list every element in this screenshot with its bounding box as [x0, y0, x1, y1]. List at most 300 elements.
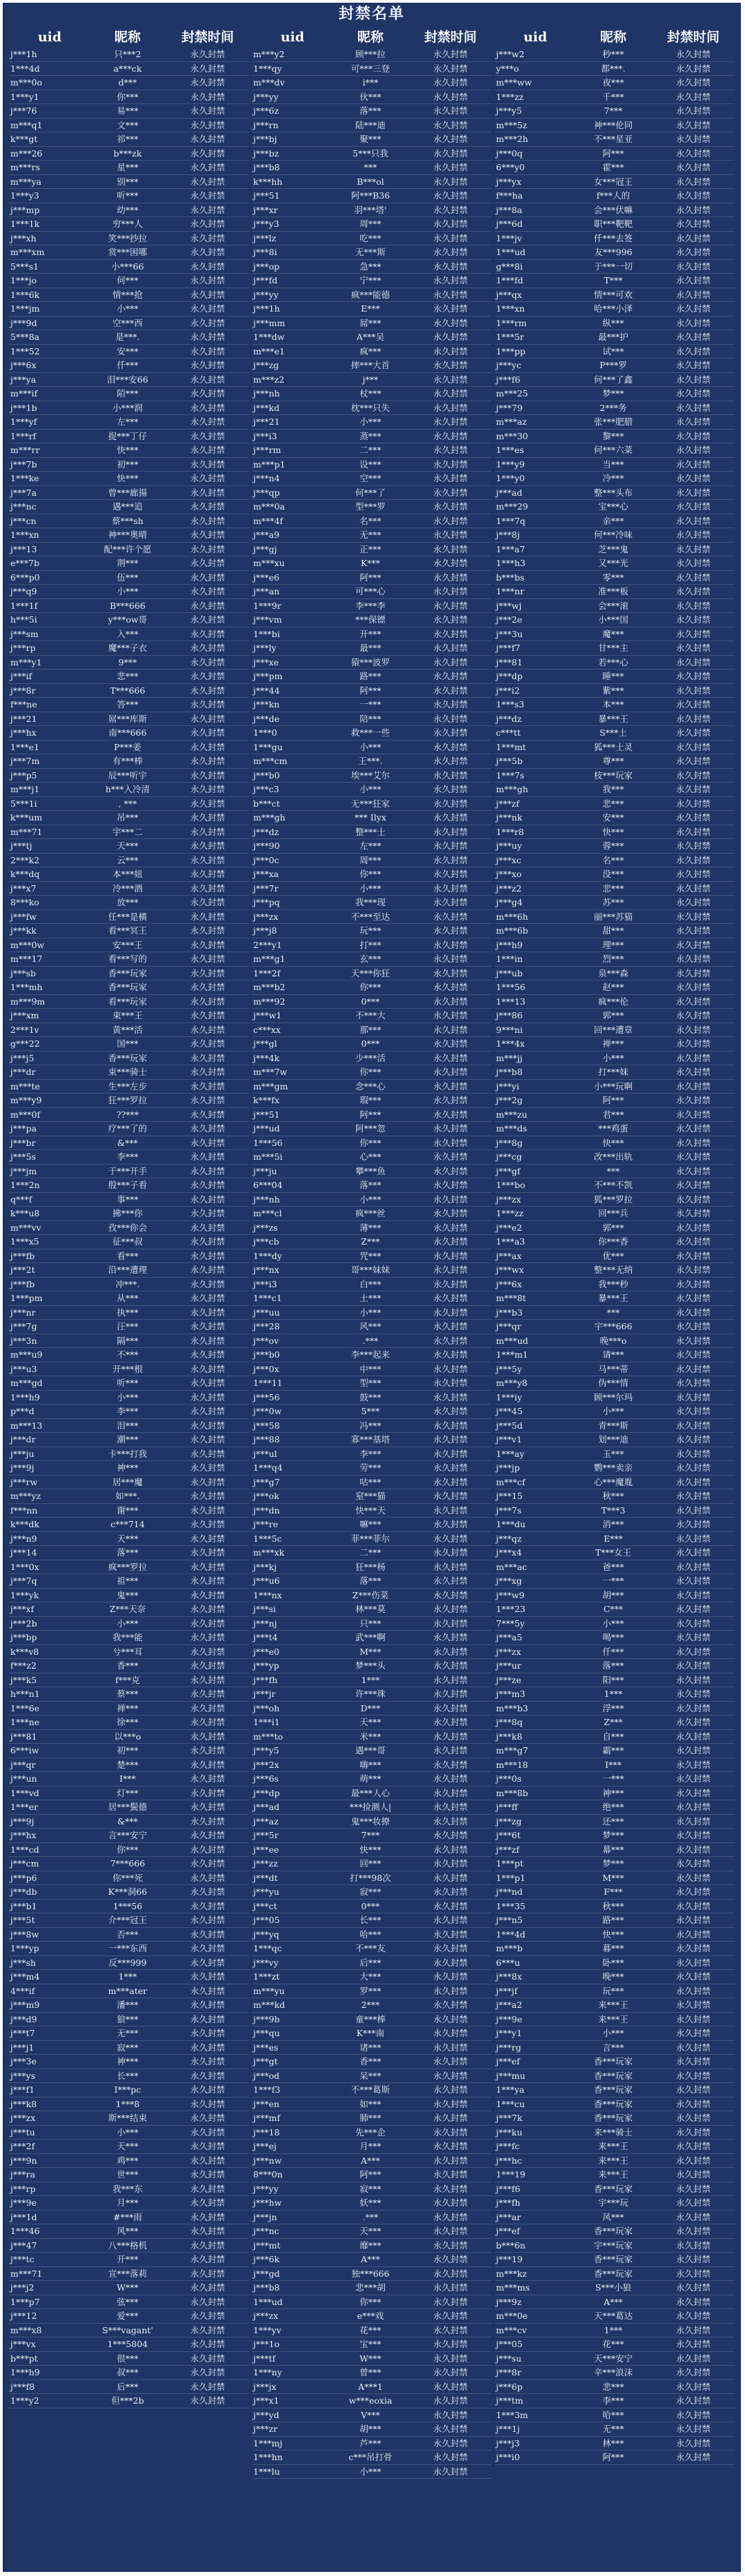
ban-time-cell: 永久封禁 [675, 247, 711, 257]
nickname-cell: 仟***去签 [593, 232, 633, 243]
ban-time-cell: 永久封禁 [675, 2339, 711, 2349]
table-row [9, 401, 249, 416]
ban-time-cell: 永久封禁 [190, 1250, 225, 1261]
table-row [495, 980, 735, 995]
uid-cell: j***rp [10, 643, 36, 653]
table-row [495, 1984, 735, 1999]
ban-time-cell: 永久封禁 [675, 1519, 711, 1529]
nickname-cell: 阿*** [602, 148, 624, 159]
nickname-cell: 阿*** [359, 685, 381, 696]
uid-cell: j***fh [496, 2197, 521, 2208]
ban-time-cell: 永久封禁 [190, 332, 225, 342]
ban-time-cell: 永久封禁 [190, 487, 225, 498]
table-row [495, 1970, 735, 1984]
ban-time-cell: 永久封禁 [433, 741, 468, 752]
nickname-cell: 空*** [359, 473, 381, 483]
table-row [252, 627, 492, 642]
ban-time-cell: 永久封禁 [675, 1858, 711, 1869]
ban-time-cell: 永久封禁 [433, 1915, 468, 1925]
uid-cell: j***b8 [496, 1067, 523, 1077]
table-row [495, 1560, 735, 1575]
ban-time-cell: 永久封禁 [190, 939, 225, 950]
ban-time-cell: 永久封禁 [675, 2367, 711, 2377]
nickname-cell: 我***秒 [598, 1278, 628, 1289]
table-row [252, 1193, 492, 1207]
table-row [252, 1235, 492, 1249]
table-row [9, 938, 249, 953]
nickname-cell: 无***狂家 [350, 798, 390, 809]
nickname-cell: 你*** [359, 1067, 381, 1077]
table-row [9, 2055, 249, 2069]
nickname-cell: 狐***土灵 [593, 741, 633, 752]
table-row [495, 387, 735, 401]
uid-cell: f***z2 [10, 1660, 37, 1671]
table-row [9, 387, 249, 401]
uid-cell: j***de [253, 713, 280, 724]
table-row [252, 2437, 492, 2451]
nickname-cell: 看***玩家 [108, 996, 148, 1007]
nickname-cell: 咒*** [359, 1250, 381, 1261]
table-row [495, 1702, 735, 1716]
uid-cell: j***1b [10, 402, 37, 413]
ban-time-cell: 永久封禁 [433, 2028, 468, 2038]
uid-cell: j***86 [496, 1010, 523, 1020]
uid-cell: j***yp [253, 1660, 279, 1671]
ban-time-cell: 永久封禁 [190, 586, 225, 596]
nickname-cell: K*** [360, 558, 381, 568]
table-row [9, 1589, 249, 1603]
ban-time-cell: 永久封禁 [675, 2452, 711, 2462]
uid-cell: j***nr [10, 1307, 36, 1318]
uid-cell: j***ov [253, 1335, 279, 1346]
ban-time-cell: 永久封禁 [190, 1872, 225, 1883]
ban-time-cell: 永久封禁 [675, 1533, 711, 1544]
ban-time-cell: 永久封禁 [675, 1717, 711, 1727]
uid-cell: e***7b [10, 558, 40, 568]
uid-cell: 1***s3 [496, 699, 525, 710]
nickname-cell: 如*** [359, 2098, 381, 2109]
ban-time-cell: 永久封禁 [675, 2424, 711, 2434]
nickname-cell: A*** [604, 2296, 623, 2307]
table-row [9, 48, 249, 62]
table-row [9, 345, 249, 359]
uid-cell: j***xa [253, 869, 279, 879]
header-ban-time: 封禁时间 [666, 30, 719, 45]
table-row [9, 1871, 249, 1886]
ban-time-cell: 永久封禁 [190, 1180, 225, 1190]
uid-cell: j***2e [496, 614, 522, 625]
ban-time-cell: 永久封禁 [433, 1943, 468, 1953]
nickname-cell: 吃*** [359, 232, 381, 243]
ban-time-cell: 永久封禁 [675, 77, 711, 88]
nickname-cell: 友***996 [594, 247, 633, 257]
nickname-cell: F*** [604, 1886, 623, 1897]
uid-cell: j***ju [253, 1165, 277, 1176]
nickname-cell: 摔***大首 [350, 360, 390, 370]
table-row [9, 2168, 249, 2182]
nickname-cell: 开*** [117, 2254, 139, 2264]
table-row [9, 684, 249, 698]
ban-time-cell: 永久封禁 [433, 2282, 468, 2293]
uid-cell: j***c3 [253, 784, 279, 794]
table-row [9, 1391, 249, 1405]
nickname-cell: 李*** [359, 1448, 381, 1459]
nickname-cell: 独***666 [351, 2268, 390, 2279]
ban-time-cell: 永久封禁 [433, 1674, 468, 1685]
uid-cell: j***az [253, 1815, 279, 1827]
ban-time-cell: 永久封禁 [675, 1745, 711, 1755]
uid-cell: j***zf [496, 798, 519, 809]
uid-cell: j***zr [253, 2424, 278, 2434]
nickname-cell: 任***是横 [108, 911, 148, 922]
table-row [9, 1546, 249, 1560]
nickname-cell: 放*** [117, 897, 139, 907]
nickname-cell: 改***出轨 [593, 1151, 633, 1162]
table-row [9, 1787, 249, 1801]
uid-cell: 1***0 [253, 727, 277, 738]
nickname-cell: 小*** [117, 303, 139, 314]
nickname-cell: j*** [362, 374, 379, 385]
uid-cell: j***tu [10, 2126, 35, 2137]
uid-cell: 6***p0 [10, 572, 40, 583]
uid-cell: j***a2 [496, 2000, 523, 2010]
ban-time-cell: 永久封禁 [433, 1533, 468, 1544]
uid-cell: j***pq [253, 897, 280, 907]
uid-cell: j***58 [253, 1420, 280, 1431]
nickname-cell: 咕*** [359, 1476, 381, 1487]
nickname-cell: 香***玩家 [593, 2056, 633, 2066]
ban-time-cell: 永久封禁 [433, 1844, 468, 1855]
nickname-cell: B***ol [357, 176, 384, 187]
ban-time-cell: 永久封禁 [190, 2169, 225, 2180]
uid-cell: m***b [496, 1943, 523, 1953]
nickname-cell: 1***56 [112, 1900, 143, 1911]
nickname-cell: 风*** [602, 2211, 624, 2222]
table-row [495, 741, 735, 755]
uid-cell: j***xc [496, 854, 522, 865]
table-row [252, 1744, 492, 1758]
table-row [495, 458, 735, 472]
uid-cell: j***k8 [496, 1731, 523, 1742]
uid-cell: m***z2 [253, 374, 285, 385]
uid-cell: k***u8 [10, 1208, 40, 1218]
ban-time-cell: 永久封禁 [433, 2183, 468, 2194]
ban-time-cell: 永久封禁 [190, 190, 225, 201]
ban-time-cell: 永久封禁 [675, 1844, 711, 1855]
ban-time-cell: 永久封禁 [433, 1406, 468, 1416]
nickname-cell: 神*** [117, 2056, 139, 2066]
nickname-cell: 天*** [117, 1533, 139, 1544]
nickname-cell: .*** [362, 1335, 379, 1346]
ban-time-cell: 永久封禁 [433, 1872, 468, 1883]
uid-cell: j***ct [253, 1900, 277, 1911]
uid-cell: m***0o [10, 77, 43, 88]
nickname-cell: 沿***遭理 [108, 1265, 148, 1275]
table-row [252, 147, 492, 161]
table-row [9, 1165, 249, 1179]
uid-cell: j***y5 [253, 1745, 279, 1755]
ban-time-cell: 永久封禁 [190, 119, 225, 130]
ban-time-cell: 永久封禁 [433, 1052, 468, 1063]
ban-time-cell: 永久封禁 [433, 2452, 468, 2462]
table-row [9, 1885, 249, 1900]
uid-cell: j***y1 [496, 2028, 522, 2038]
uid-cell: j***rm [253, 445, 281, 455]
ban-time-cell: 永久封禁 [433, 1123, 468, 1134]
uid-cell: m***y2 [253, 49, 285, 59]
ban-time-cell: 永久封禁 [675, 727, 711, 738]
ban-time-cell: 永久封禁 [675, 1759, 711, 1770]
ban-time-cell: 永久封禁 [433, 1151, 468, 1162]
nickname-cell: 胡*** [359, 2424, 381, 2434]
ban-time-cell: 永久封禁 [190, 600, 225, 611]
uid-cell: j***nx [253, 1265, 279, 1275]
nickname-cell: 你*** [359, 982, 381, 992]
uid-cell: j***mm [253, 317, 286, 328]
uid-cell: j***zs [253, 1222, 278, 1233]
uid-cell: j***gf [496, 1165, 521, 1176]
table-row [495, 104, 735, 119]
nickname-cell: M*** [359, 1646, 381, 1657]
table-row [495, 1885, 735, 1900]
ban-time-cell: 永久封禁 [675, 643, 711, 653]
ban-time-cell: 永久封禁 [190, 1731, 225, 1742]
uid-cell: j***m9 [10, 2000, 40, 2010]
nickname-cell: 悲***胡 [355, 2282, 386, 2293]
nickname-cell: 心*** [359, 1151, 381, 1162]
ban-time-cell: 永久封禁 [433, 671, 468, 681]
uid-cell: j***81 [496, 656, 523, 667]
ban-time-cell: 永久封禁 [675, 2169, 711, 2180]
ban-time-cell: 永久封禁 [675, 1802, 711, 1812]
nickname-cell: 疯*** [359, 345, 381, 356]
ban-time-cell: 永久封禁 [190, 1434, 225, 1445]
ban-time-cell: 永久封禁 [190, 1236, 225, 1247]
uid-cell: 1***y9 [496, 459, 525, 470]
ban-time-cell: 永久封禁 [190, 2240, 225, 2251]
table-row [9, 472, 249, 486]
table-row [9, 1956, 249, 1971]
nickname-cell: 秋*** [602, 1900, 624, 1911]
nickname-cell: 本***妞 [112, 869, 143, 879]
ban-time-cell: 永久封禁 [433, 656, 468, 667]
ban-time-cell: 永久封禁 [433, 2353, 468, 2364]
ban-time-cell: 永久封禁 [433, 2211, 468, 2222]
nickname-cell: 尊*** [602, 756, 624, 766]
ban-time-cell: 永久封禁 [433, 1815, 468, 1827]
uid-cell: m***b2 [253, 982, 286, 992]
nickname-cell: E*** [604, 1533, 623, 1544]
nickname-cell: 悲*** [602, 883, 624, 894]
nickname-cell: 李*** [117, 1406, 139, 1416]
uid-cell: j***9e [496, 2013, 522, 2024]
table-row [9, 1942, 249, 1956]
uid-cell: 1***mh [10, 982, 43, 992]
uid-cell: j***i2 [496, 685, 520, 696]
table-row [9, 1673, 249, 1688]
ban-time-cell: 永久封禁 [675, 1971, 711, 1982]
uid-cell: 1***lu [253, 2466, 280, 2477]
table-row [252, 641, 492, 656]
nickname-cell: 言*** [602, 2042, 624, 2053]
ban-time-cell: 永久封禁 [675, 1576, 711, 1586]
uid-cell: 1***a7 [496, 543, 526, 554]
ban-time-cell: 永久封禁 [433, 1802, 468, 1812]
ban-time-cell: 永久封禁 [190, 1448, 225, 1459]
uid-cell: m***te [10, 1080, 41, 1091]
table-row [252, 1447, 492, 1462]
nickname-cell: 别*** [117, 176, 139, 187]
nickname-cell: 芦*** [359, 2437, 381, 2448]
nickname-cell: 寂*** [359, 2183, 381, 2194]
uid-cell: j***8j [496, 530, 520, 540]
table-row [252, 1419, 492, 1433]
ban-time-cell: 永久封禁 [433, 2169, 468, 2180]
ban-time-cell: 永久封禁 [433, 360, 468, 370]
nickname-cell: 快*** [117, 473, 139, 483]
nickname-cell: 屌*** [359, 317, 381, 328]
uid-cell: j***pm [253, 671, 283, 681]
table-row [252, 2069, 492, 2084]
nickname-cell: 窒***猫 [355, 1491, 386, 1501]
nickname-cell: 优*** [602, 1250, 624, 1261]
nickname-cell: 枕***只失 [350, 402, 390, 413]
table-row [9, 62, 249, 77]
table-row [495, 867, 735, 882]
ban-time-cell: 永久封禁 [675, 741, 711, 752]
nickname-cell: 当*** [602, 459, 624, 470]
uid-cell: j***op [253, 261, 280, 272]
table-row [9, 2309, 249, 2324]
ban-time-cell: 永久封禁 [433, 1759, 468, 1770]
table-row [252, 288, 492, 303]
ban-time-cell: 永久封禁 [190, 1547, 225, 1558]
uid-cell: j***cg [496, 1151, 522, 1162]
table-row [495, 486, 735, 501]
table-row [495, 1193, 735, 1207]
nickname-cell: 烈*** [602, 954, 624, 964]
table-row [252, 854, 492, 868]
ban-time-cell: 永久封禁 [675, 1109, 711, 1120]
table-row [495, 316, 735, 331]
ban-time-cell: 永久封禁 [433, 769, 468, 781]
ban-time-cell: 永久封禁 [675, 1773, 711, 1784]
table-row [252, 698, 492, 712]
uid-cell: m***j1 [10, 784, 40, 794]
nickname-cell: B***666 [110, 600, 146, 611]
nickname-cell: 鼓*** [359, 1391, 381, 1402]
ban-time-cell: 永久封禁 [433, 1561, 468, 1572]
nickname-cell: y***ow哥 [108, 614, 148, 625]
ban-time-cell: 永久封禁 [433, 628, 468, 639]
uid-cell: 2***k2 [10, 854, 40, 865]
table-row [495, 670, 735, 684]
table-row [252, 811, 492, 825]
uid-cell: j***re [253, 1519, 278, 1529]
nickname-cell: 7***666 [110, 1858, 146, 1869]
nickname-cell: 型***罗 [355, 501, 386, 512]
ban-time-cell: 永久封禁 [675, 345, 711, 356]
ban-time-cell: 永久封禁 [433, 967, 468, 978]
table-row [252, 571, 492, 585]
nickname-cell: 仟*** [117, 360, 139, 370]
nickname-cell: 落*** [117, 1547, 139, 1558]
table-row [495, 797, 735, 812]
ban-time-cell: 永久封禁 [190, 473, 225, 483]
ban-time-cell: 永久封禁 [675, 275, 711, 285]
table-row [9, 1829, 249, 1843]
table-row [495, 1913, 735, 1928]
table-row [9, 373, 249, 388]
uid-cell: m***29 [496, 501, 528, 512]
table-row [252, 387, 492, 401]
nickname-cell: 陪*** [359, 713, 381, 724]
ban-time-cell: 永久封禁 [675, 317, 711, 328]
ban-time-cell: 永久封禁 [675, 1335, 711, 1346]
nickname-cell: 蓉*** [602, 841, 624, 851]
ban-time-cell: 永久封禁 [675, 2084, 711, 2095]
nickname-cell: 穷***人 [112, 219, 143, 229]
nickname-cell: A***1 [358, 2381, 383, 2392]
ban-time-cell: 永久封禁 [190, 317, 225, 328]
uid-cell: m***if [10, 388, 38, 399]
nickname-cell: 易*** [117, 105, 139, 116]
uid-cell: m***ud [496, 1335, 528, 1346]
uid-cell: m***26 [10, 148, 43, 159]
nickname-cell: 不***至达 [350, 911, 390, 922]
table-row [9, 443, 249, 458]
table-row [495, 2140, 735, 2154]
ban-time-cell: 永久封禁 [433, 219, 468, 229]
ban-time-cell: 永久封禁 [433, 402, 468, 413]
nickname-cell: 0*** [361, 1038, 380, 1049]
table-row [9, 2281, 249, 2295]
table-row [252, 1574, 492, 1589]
uid-cell: m***ds [496, 1123, 528, 1134]
nickname-cell: 不***大 [355, 1010, 386, 1020]
uid-cell: j***w1 [253, 1010, 282, 1020]
table-row [495, 2069, 735, 2084]
table-row [252, 443, 492, 458]
uid-cell: j***b0 [253, 1349, 280, 1360]
table-row [495, 910, 735, 925]
nickname-cell: 天***葛达 [593, 2311, 633, 2321]
ban-time-cell: 永久封禁 [190, 2141, 225, 2151]
table-row [495, 260, 735, 274]
table-row [495, 585, 735, 599]
ban-time-cell: 永久封禁 [675, 2000, 711, 2010]
nickname-cell: 悲*** [602, 798, 624, 809]
ban-time-cell: 永久封禁 [433, 685, 468, 696]
table-row [252, 1900, 492, 1914]
table-row [9, 1800, 249, 1815]
nickname-cell: 回***遭章 [593, 1024, 633, 1035]
table-row [495, 48, 735, 62]
table-row [9, 2211, 249, 2225]
ban-time-cell: 永久封禁 [675, 685, 711, 696]
ban-list-board [3, 3, 741, 2572]
ban-time-cell: 永久封禁 [675, 586, 711, 596]
ban-time-cell: 永久封禁 [675, 911, 711, 922]
uid-cell: j***fc [496, 2141, 520, 2151]
uid-cell: j***y3 [253, 219, 279, 229]
nickname-cell: 祖*** [117, 1576, 139, 1586]
uid-cell: 1***nr [496, 586, 524, 596]
uid-cell: j***t4 [253, 1632, 278, 1642]
uid-cell: j***8i [253, 247, 277, 257]
uid-cell: j***hx [10, 1830, 37, 1840]
table-row [9, 1221, 249, 1236]
